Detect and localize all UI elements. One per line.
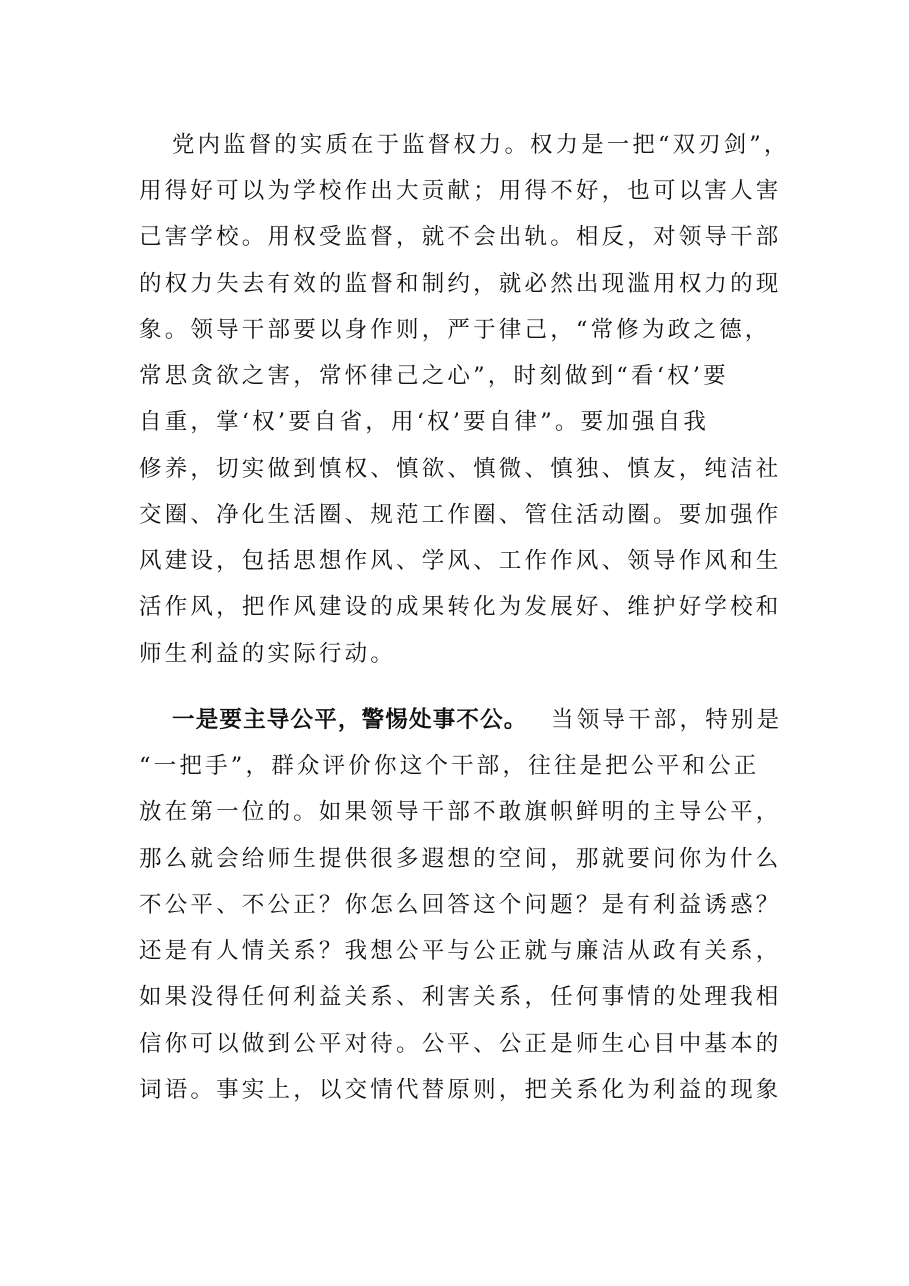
text-line: 用得好可以为学校作出大贡献；用得不好，也可以害人害 [139,178,782,204]
paragraph-1-line [1,123,906,167]
paragraph-1-line [0,632,909,676]
paragraph-1-line [0,493,909,537]
text-line: 信你可以做到公平对待。公平、公正是师生心目中基本的 [139,1031,782,1057]
paragraph-2-line [0,790,909,834]
text-line: 象。领导干部要以身作则，严于律己，“常修为政之德， [139,317,771,343]
text-line: 党内监督的实质在于监督权力。权力是一把“双刃剑”， [172,132,790,158]
paragraph-1-line [0,585,909,629]
text-line: 词语。事实上，以交情代替原则，把关系化为利益的现象 [139,1077,782,1103]
paragraph-1-line [0,215,909,259]
paragraph-1-line [0,447,909,491]
paragraph-2-line [0,929,909,973]
text-line: 不公平、不公正？你怎么回答这个问题？是有利益诱惑？ [139,892,782,918]
paragraph-2-line [0,837,909,881]
paragraph-1-line [0,354,909,398]
text-line: 修养，切实做到慎权、慎欲、慎微、慎独、慎友，纯洁社 [139,456,782,482]
paragraph-2-line [0,1022,909,1066]
text-line: 风建设，包括思想作风、学风、工作作风、领导作风和生 [139,548,782,574]
paragraph-heading: 一是要主导公平，警惕处事不公。 [172,707,528,733]
paragraph-1-line [0,169,909,213]
text-line: 自重，掌‘权’要自省，用‘权’要自律”。要加强自我 [139,409,710,435]
text-line: 交圈、净化生活圈、规范工作圈、管住活动圈。要加强作 [139,502,782,528]
paragraph-2-line [0,975,909,1019]
paragraph-2-line [0,883,909,927]
paragraph-1-line [0,539,909,583]
text-line: 那么就会给师生提供很多遐想的空间，那就要问你为什么 [139,846,782,872]
text-line: 的权力失去有效的监督和制约，就必然出现滥用权力的现 [139,271,782,297]
text-line: 放在第一位的。如果领导干部不敢旗帜鲜明的主导公平， [139,799,782,825]
text-line: 当领导干部，特别是 [551,707,783,733]
text-line: “一把手”，群众评价你这个干部，往往是把公平和公正 [139,753,760,779]
paragraph-2-line [0,744,909,788]
text-line: 还是有人情关系？我想公平与公正就与廉洁从政有关系， [139,938,782,964]
text-line: 如果没得任何利益关系、利害关系，任何事情的处理我相 [139,984,782,1010]
text-line: 己害学校。用权受监督，就不会出轨。相反，对领导干部 [139,224,782,250]
paragraph-1-line [0,400,909,444]
text-line: 常思贪欲之害，常怀律己之心”，时刻做到“看‘权’要 [139,363,729,389]
text-line: 活作风，把作风建设的成果转化为发展好、维护好学校和 [139,594,782,620]
paragraph-1-line [0,308,909,352]
paragraph-2-first-line [0,698,909,742]
paragraph-1-line [0,262,909,306]
text-line: 师生利益的实际行动。 [139,641,397,667]
paragraph-2-line [0,1068,909,1112]
